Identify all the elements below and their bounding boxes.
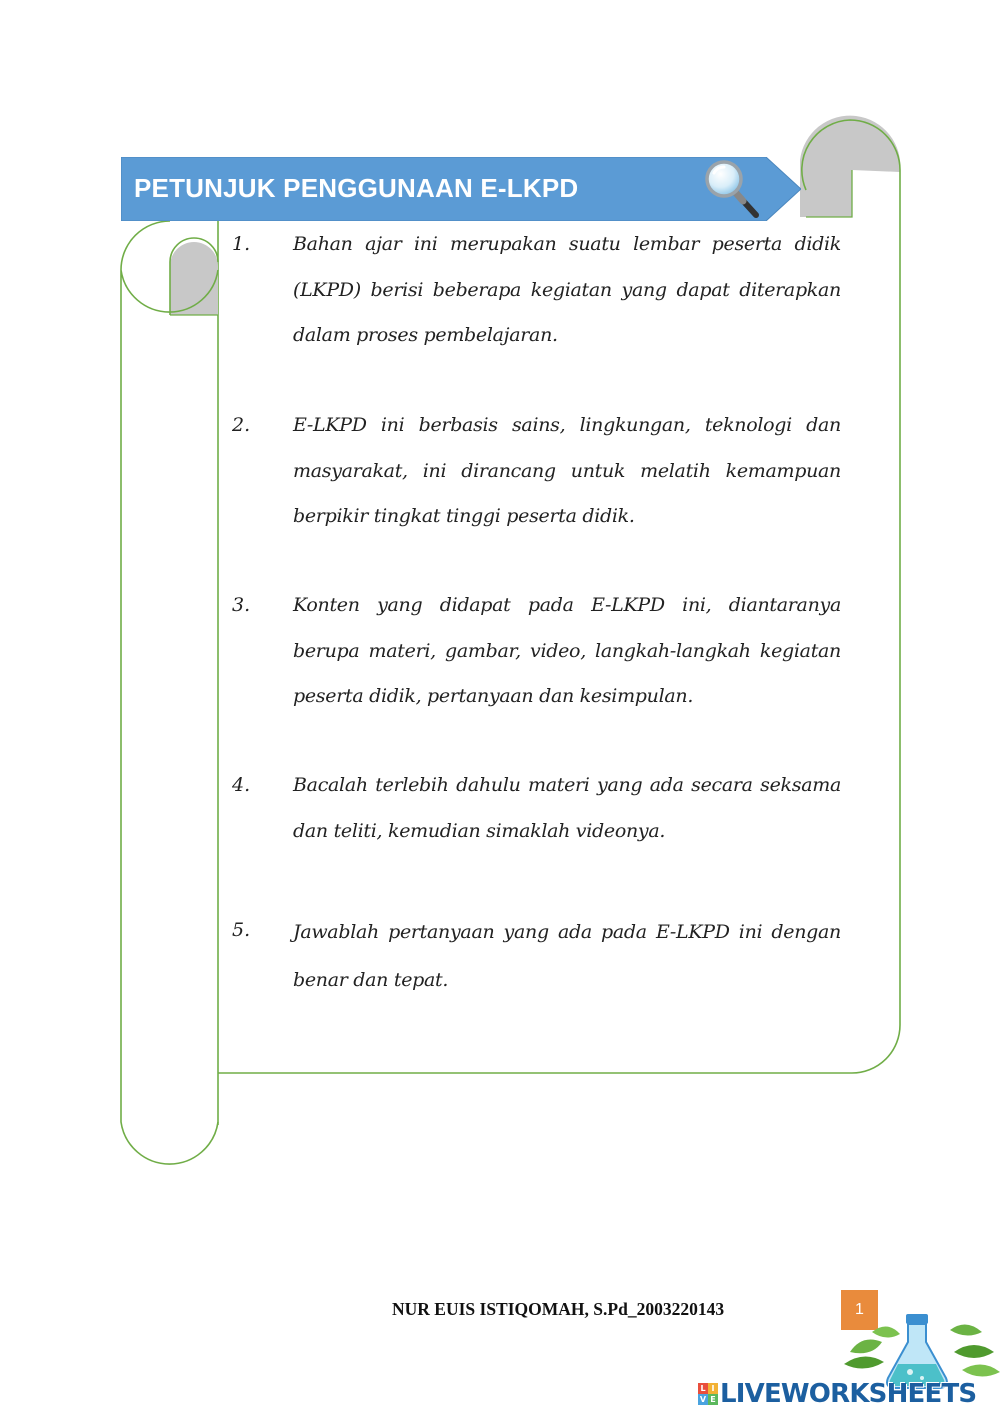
item-number: 5.: [232, 919, 251, 941]
page-title: PETUNJUK PENGGUNAAN E-LKPD: [134, 173, 579, 203]
badge-letter: E: [708, 1394, 718, 1405]
brand-name[interactable]: LIVEWORKSHEETS: [720, 1379, 977, 1409]
item-text: Bacalah terlebih dahulu materi yang ada secara seksama dan teliti, kemudian simaklah videonya.: [293, 774, 841, 842]
scroll-left-roll: [121, 221, 218, 1164]
page-number: 1: [841, 1290, 878, 1330]
badge-letter: L: [698, 1383, 708, 1394]
item-text: Bahan ajar ini merupakan suatu lembar peserta didik (LKPD) berisi beberapa kegiatan yang dapat diterapkan dalam proses pembelajaran.: [293, 233, 841, 346]
item-text: Jawablah pertanyaan yang ada pada E-LKPD ini dengan benar dan tepat.: [293, 921, 841, 991]
badge-letter: I: [708, 1383, 718, 1394]
liveworksheets-badge: [698, 1383, 718, 1405]
scroll-left-curl: [170, 242, 218, 315]
item-number: 1.: [232, 233, 251, 255]
magnifier-icon: [700, 157, 762, 219]
item-text: E-LKPD ini berbasis sains, lingkungan, teknologi dan masyarakat, ini dirancang untuk melatih kemampuan berpikir tingkat tinggi peserta didik.: [293, 414, 841, 527]
scroll-top-curl: [800, 116, 900, 217]
footer-author: NUR EUIS ISTIQOMAH, S.Pd_2003220143: [392, 1299, 725, 1319]
badge-letter: V: [699, 1395, 707, 1404]
item-number: 4.: [232, 774, 251, 796]
item-text: Konten yang didapat pada E-LKPD ini, diantaranya berupa materi, gambar, video, langkah-langkah kegiatan peserta didik, pertanyaan dan kesimpulan.: [293, 594, 841, 707]
item-number: 3.: [232, 594, 251, 616]
item-number: 2.: [232, 414, 251, 436]
